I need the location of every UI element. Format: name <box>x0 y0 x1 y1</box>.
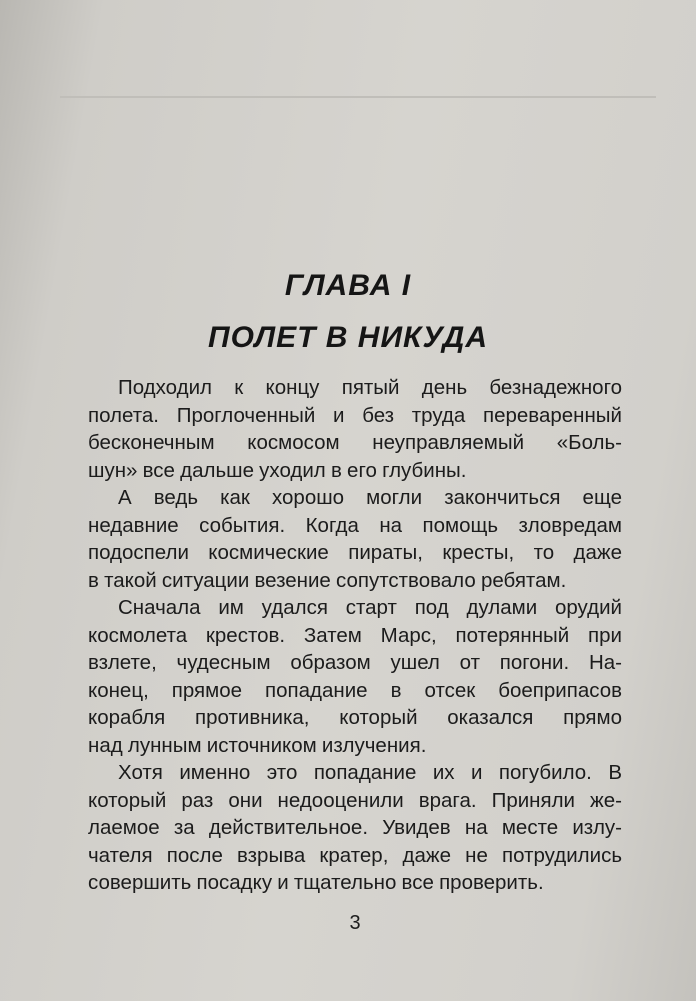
text-line: конец, прямое попадание в отсек боеприпасов <box>88 678 622 702</box>
chapter-body-text <box>88 374 622 897</box>
text-line: А ведь как хорошо могли закончиться еще <box>118 486 622 509</box>
text-line: Хотя именно это попадание их и погубило. В <box>118 761 622 784</box>
text-line: Сначала им удался старт под дулами орудий <box>118 596 622 619</box>
text-line: совершить посадку и тщательно все проверить. <box>88 871 544 894</box>
text-line: космолета крестов. Затем Марс, потерянный при <box>88 623 622 647</box>
text-line: над лунным источником излучения. <box>88 733 427 757</box>
text-line: лаемое за действительное. Увидев на месте излу- <box>88 816 622 839</box>
text-line: корабля противника, который оказался прямо <box>88 706 622 729</box>
running-header-rule <box>60 96 656 98</box>
text-line: чателя после взрыва кратер, даже не потрудились <box>88 843 622 867</box>
page-number: 3 <box>349 911 361 934</box>
text-line: полета. Проглоченный и без труда переваренный <box>88 403 622 427</box>
chapter-number: ГЛАВА I <box>284 269 412 302</box>
text-line: взлете, чудесным образом ушел от погони. На- <box>88 651 622 674</box>
text-line: который раз они недооценили врага. Приняли же- <box>88 788 622 812</box>
page-text-flow <box>88 374 622 935</box>
text-line: в такой ситуации везение сопутствовало ребятам. <box>88 568 567 592</box>
text-line: недавние события. Когда на помощь зловредам <box>88 513 622 537</box>
text-line: Подходил к концу пятый день безнадежного <box>118 376 622 399</box>
text-line: подоспели космические пираты, кресты, то даже <box>88 541 622 564</box>
text-line: бесконечным космосом неуправляемый «Боль- <box>88 431 622 454</box>
text-line: шун» все дальше уходил в его глубины. <box>88 458 467 482</box>
chapter-title: ПОЛЕТ В НИКУДА <box>208 321 488 354</box>
